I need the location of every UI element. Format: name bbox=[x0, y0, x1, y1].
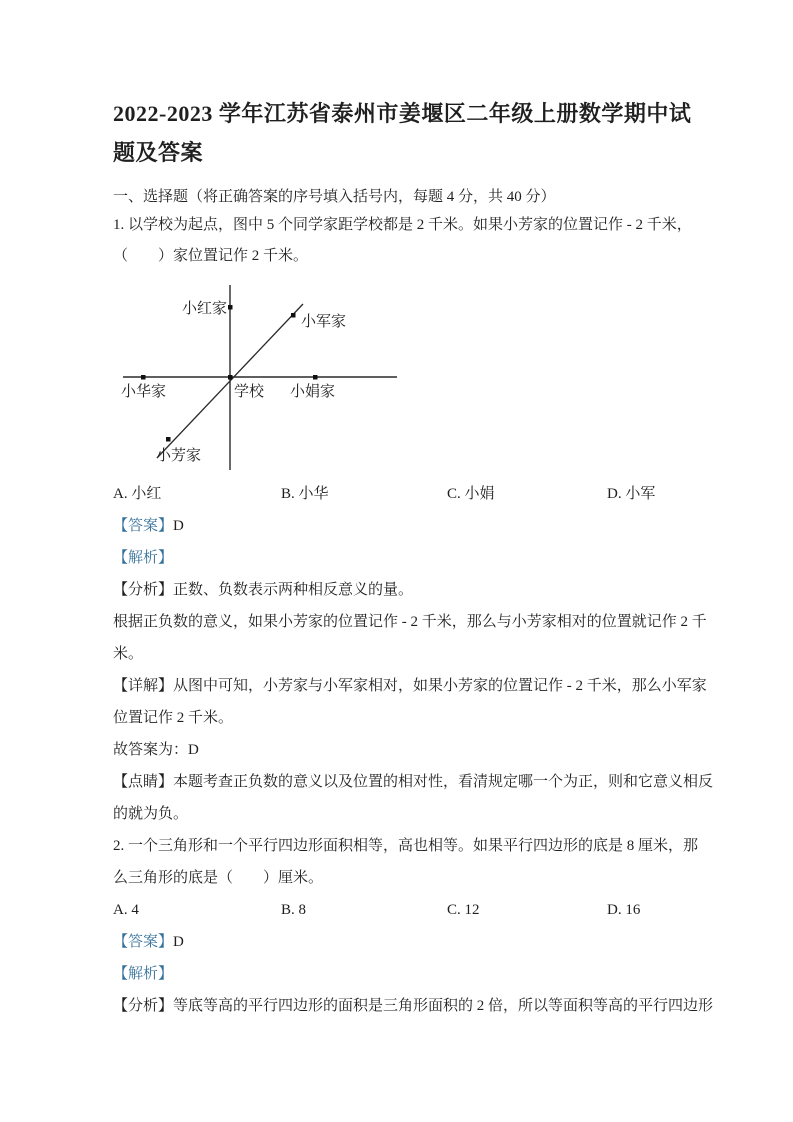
question-1-analysis-header bbox=[113, 542, 691, 574]
question-2-analysis-header bbox=[113, 958, 691, 990]
question-2-option-c: C. 12 bbox=[447, 902, 480, 918]
question-1-option-c: C. 小娟 bbox=[447, 486, 495, 502]
answer-value: D bbox=[173, 518, 184, 534]
location-diagram bbox=[110, 280, 410, 475]
xiaojuan-home-point bbox=[313, 375, 318, 380]
question-1-remark-line: 的就为负。 bbox=[113, 806, 189, 822]
document-body bbox=[113, 478, 714, 1022]
analysis-label: 【解析】 bbox=[113, 550, 174, 566]
question-1-answer-line bbox=[113, 510, 691, 542]
question-1-remark-line: 【点睛】本题考查正负数的意义以及位置的相对性，看清规定哪一个为正，则和它意义相反 bbox=[113, 774, 714, 790]
question-1-stem-line-2: （ ）家位置记作 2 千米。 bbox=[113, 248, 309, 264]
xiaojun-home-label: 小军家 bbox=[301, 314, 347, 330]
analysis-label: 【解析】 bbox=[113, 966, 174, 982]
xiaohong-home-point bbox=[228, 305, 233, 310]
question-2-options-row bbox=[113, 894, 691, 926]
document-title bbox=[113, 94, 713, 172]
xiaohua-home-label: 小华家 bbox=[121, 384, 167, 400]
xiaofang-home-point bbox=[166, 437, 171, 442]
question-2-option-a: A. 4 bbox=[113, 902, 139, 918]
school-label: 学校 bbox=[234, 384, 265, 400]
xiaojun-home-point bbox=[291, 313, 296, 318]
question-2-option-d: D. 16 bbox=[607, 902, 641, 918]
question-2-stem-line-1: 2. 一个三角形和一个平行四边形面积相等，高也相等。如果平行四边形的底是 8 厘米，那 bbox=[113, 838, 699, 854]
section-heading-choice-questions: 一、选择题（将正确答案的序号填入括号内，每题 4 分，共 40 分） bbox=[113, 189, 556, 205]
question-1-option-b: B. 小华 bbox=[281, 486, 329, 502]
question-1-analysis-line: 【分析】正数、负数表示两种相反意义的量。 bbox=[113, 582, 414, 598]
question-1-stem bbox=[113, 210, 692, 272]
question-2-stem-line-2: 么三角形的底是（ ）厘米。 bbox=[113, 870, 324, 886]
question-1-option-d: D. 小军 bbox=[607, 486, 656, 502]
document-title-line-2: 题及答案 bbox=[113, 140, 204, 165]
document-title-line-1: 2022-2023 学年江苏省泰州市姜堰区二年级上册数学期中试 bbox=[113, 101, 692, 126]
answer-value: D bbox=[173, 934, 184, 950]
question-1-conclusion-line: 故答案为：D bbox=[113, 742, 199, 758]
school-origin-point bbox=[228, 375, 233, 380]
answer-label: 【答案】 bbox=[113, 934, 174, 950]
answer-label: 【答案】 bbox=[113, 518, 174, 534]
question-1-option-a: A. 小红 bbox=[113, 486, 162, 502]
xiaohua-home-point bbox=[141, 375, 146, 380]
question-1-analysis-line: 米。 bbox=[113, 646, 144, 662]
question-1-detail-line: 位置记作 2 千米。 bbox=[113, 710, 234, 726]
question-2-answer-line bbox=[113, 926, 691, 958]
question-1-analysis-line: 根据正负数的意义，如果小芳家的位置记作 - 2 千米，那么与小芳家相对的位置就记作 2 千 bbox=[113, 614, 707, 630]
xiaojuan-home-label: 小娟家 bbox=[290, 384, 336, 400]
xiaohong-home-label: 小红家 bbox=[181, 301, 227, 317]
question-2-option-b: B. 8 bbox=[281, 902, 307, 918]
question-1-stem-line-1: 1. 以学校为起点，图中 5 个同学家距学校都是 2 千米。如果小芳家的位置记作 - 2 千米， bbox=[113, 217, 692, 233]
question-2-analysis-line: 【分析】等底等高的平行四边形的面积是三角形面积的 2 倍，所以等面积等高的平行四边形 bbox=[113, 998, 714, 1014]
xiaofang-home-label: 小芳家 bbox=[156, 448, 202, 464]
question-1-detail-line: 【详解】从图中可知，小芳家与小军家相对，如果小芳家的位置记作 - 2 千米，那么小军家 bbox=[113, 678, 707, 694]
question-1-options-row bbox=[113, 478, 691, 510]
